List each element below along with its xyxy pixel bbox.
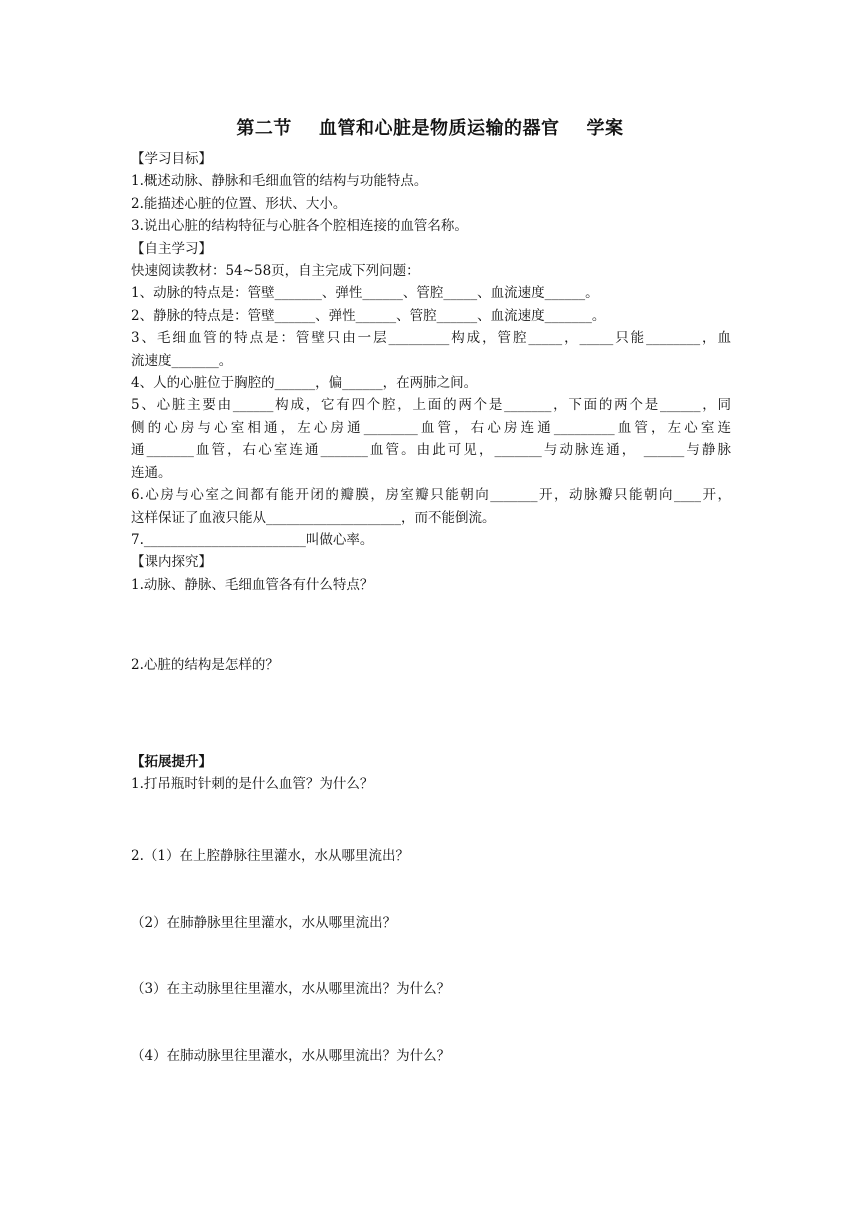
question-2: 2、静脉的特点是：管壁______、弹性______、管腔______、血流速度_______。 <box>131 307 606 324</box>
goal-item: 1.概述动脉、静脉和毛细血管的结构与功能特点。 <box>131 173 428 190</box>
question-4: 4、人的心脏位于胸腔的______，偏______，在两肺之间。 <box>131 375 478 392</box>
answer-space <box>131 677 731 751</box>
question-6-line-1: 6.心房与心室之间都有能开闭的瓣膜，房室瓣只能朝向_______开，动脉瓣只能朝向____开， <box>131 487 731 504</box>
question-3-line-2: 流速度_______。 <box>131 352 233 369</box>
question-3-line-1: 3、毛细血管的特点是：管壁只由一层_________构成，管腔_____，_____只能________，血 <box>131 330 731 347</box>
page-title: 第二节 血管和心脏是物质运输的器官 学案 <box>236 118 624 139</box>
answer-space <box>131 795 731 845</box>
worksheet-body <box>131 148 731 1067</box>
goal-item: 2.能描述心脏的位置、形状、大小。 <box>131 195 347 212</box>
question-5-line-1: 5、心脏主要由______构成，它有四个腔，上面的两个是_______，下面的两个是______，同 <box>131 397 731 414</box>
extend-question-2-4: （4）在肺动脉里往里灌水，水从哪里流出？为什么？ <box>131 1047 451 1064</box>
extend-question-2-1: 2.（1）在上腔静脉往里灌水，水从哪里流出？ <box>131 848 409 865</box>
goal-item: 3.说出心脏的结构特征与心脏各个腔相连接的血管名称。 <box>131 218 468 235</box>
answer-space <box>131 596 731 654</box>
answer-space <box>131 1001 731 1045</box>
question-1: 1、动脉的特点是：管壁_______、弹性______、管腔_____、血流速度______。 <box>131 285 599 302</box>
section-heading-extend: 【拓展提升】 <box>131 753 212 770</box>
answer-space <box>131 868 731 912</box>
self-study-intro: 快速阅读教材：54~58页，自主完成下列问题： <box>131 263 420 280</box>
question-5-line-4: 连通。 <box>131 464 172 481</box>
extend-question-1: 1.打吊瓶时针刺的是什么血管？为什么？ <box>131 775 374 792</box>
section-heading-goals: 【学习目标】 <box>131 151 212 167</box>
question-6-line-2: 这样保证了血液只能从____________________，而不能倒流。 <box>131 509 496 526</box>
section-heading-self-study: 【自主学习】 <box>131 240 212 257</box>
explore-question-1: 1.动脉、静脉、毛细血管各有什么特点？ <box>131 576 374 593</box>
section-heading-explore: 【课内探究】 <box>131 554 212 571</box>
explore-question-2: 2.心脏的结构是怎样的？ <box>131 657 279 674</box>
answer-space <box>131 934 731 978</box>
extend-question-2-3: （3）在主动脉里往里灌水，水从哪里流出？为什么？ <box>131 981 451 998</box>
question-7: 7.________________________叫做心率。 <box>131 531 374 548</box>
question-5-line-3: 通_______血管，右心室连通_______血管。由此可见，_______与动脉连通， ______与静脉 <box>131 442 731 459</box>
extend-question-2-2: （2）在肺静脉里往里灌水，水从哪里流出？ <box>131 914 397 931</box>
question-5-line-2: 侧的心房与心室相通，左心房通________血管，右心房连通_________血管，左心室连 <box>131 419 731 436</box>
